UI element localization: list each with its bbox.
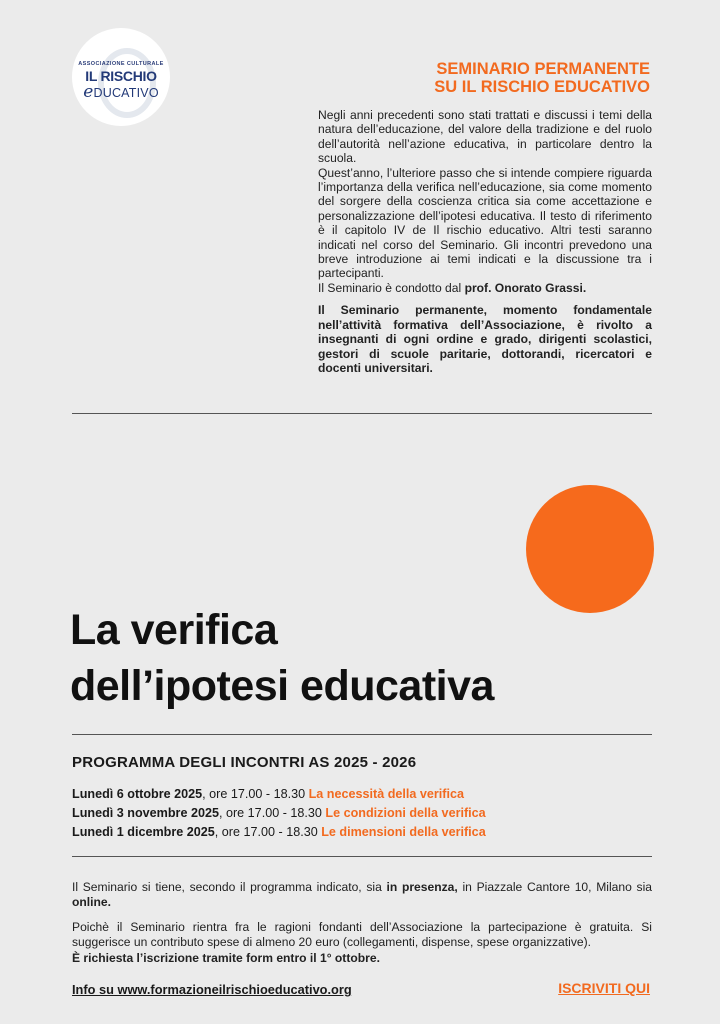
orange-circle-decoration xyxy=(526,485,654,613)
logo-line-3: eDUCATIVO xyxy=(83,82,159,102)
meeting-date: Lunedì 3 novembre 2025 xyxy=(72,806,219,820)
main-title-line-1: La verifica xyxy=(70,606,278,654)
practical-notes xyxy=(72,880,652,966)
main-title-line-2: dell’ipotesi educativa xyxy=(70,662,494,710)
location-note: Il Seminario si tiene, secondo il programma indicato, sia in presenza, in Piazzale Cantore 10, Milano sia online. xyxy=(72,880,652,910)
meeting-time: , ore 17.00 - 18.30 xyxy=(202,787,309,801)
meeting-topic: Le dimensioni della verifica xyxy=(321,825,486,839)
meeting-time: , ore 17.00 - 18.30 xyxy=(218,806,326,820)
fee-note: Poichè il Seminario rientra fra le ragioni fondanti dell’Associazione la partecipazione è gratuita. Si suggerisce un contributo spese di almeno 20 euro (collegamenti, dispense, spese organizzative). xyxy=(72,919,652,950)
register-link[interactable]: ISCRIVITI QUI xyxy=(558,980,650,996)
seminar-heading xyxy=(434,60,650,96)
intro-text xyxy=(318,108,652,375)
intro-paragraph-2: Quest’anno, l’ulteriore passo che si intende compiere riguarda l’importanza della verifica nell’educazione, sia come momento del sorgere della coscienza critica sia come accettazione e personalizzazione dell’ipotesi educativa. Il testo di riferimento è il capitolo IV de Il rischio educativo. Altri testi saranno indicati nel corso del Seminario. Gli incontri prevedono una breve introduzione ai temi indicati e la discussione tra i partecipanti. xyxy=(318,165,652,281)
program-heading: PROGRAMMA DEGLI INCONTRI AS 2025 - 2026 xyxy=(72,754,417,771)
divider-top xyxy=(72,413,652,414)
seminar-heading-line-1: SEMINARIO PERMANENTE xyxy=(436,60,650,78)
main-title xyxy=(70,602,494,714)
speaker-name: prof. Onorato Grassi. xyxy=(464,280,587,295)
registration-note: È richiesta l’iscrizione tramite form entro il 1° ottobre. xyxy=(72,950,380,965)
meeting-time: , ore 17.00 - 18.30 xyxy=(214,825,322,839)
meeting-item xyxy=(72,785,486,804)
meeting-date: Lunedì 1 dicembre 2025 xyxy=(72,825,215,839)
audience-paragraph: Il Seminario permanente, momento fondamentale nell’attività formativa dell’Associazione, è rivolto a insegnanti di ogni ordine e grado, dirigenti scolastici, gestori di scuole paritarie, dottorandi, ricercatori e docenti universitari. xyxy=(318,303,652,375)
meeting-item xyxy=(72,804,486,823)
meeting-list xyxy=(72,785,486,842)
logo-line-2: IL RISCHIO xyxy=(85,68,157,84)
divider-bottom xyxy=(72,856,652,857)
meeting-topic: La necessità della verifica xyxy=(308,787,465,801)
meeting-item xyxy=(72,823,486,842)
intro-paragraph-1: Negli anni precedenti sono stati trattati e discussi i temi della natura dell’educazione, del valore della tradizione e del ruolo dell’autorità nell’azione educativa, in particolare dentro la scuola. xyxy=(318,108,652,166)
association-logo xyxy=(72,28,170,126)
divider-middle xyxy=(72,734,652,735)
meeting-topic: Le condizioni della verifica xyxy=(325,806,486,820)
logo-line-1: ASSOCIAZIONE CULTURALE xyxy=(78,61,164,67)
seminar-heading-line-2: SU IL RISCHIO EDUCATIVO xyxy=(434,78,650,96)
meeting-date: Lunedì 6 ottobre 2025 xyxy=(72,787,203,801)
intro-paragraph-3: Il Seminario è condotto dal prof. Onorato Grassi. xyxy=(318,280,587,295)
info-website-link[interactable]: Info su www.formazioneilrischioeducativo.org xyxy=(72,982,352,997)
